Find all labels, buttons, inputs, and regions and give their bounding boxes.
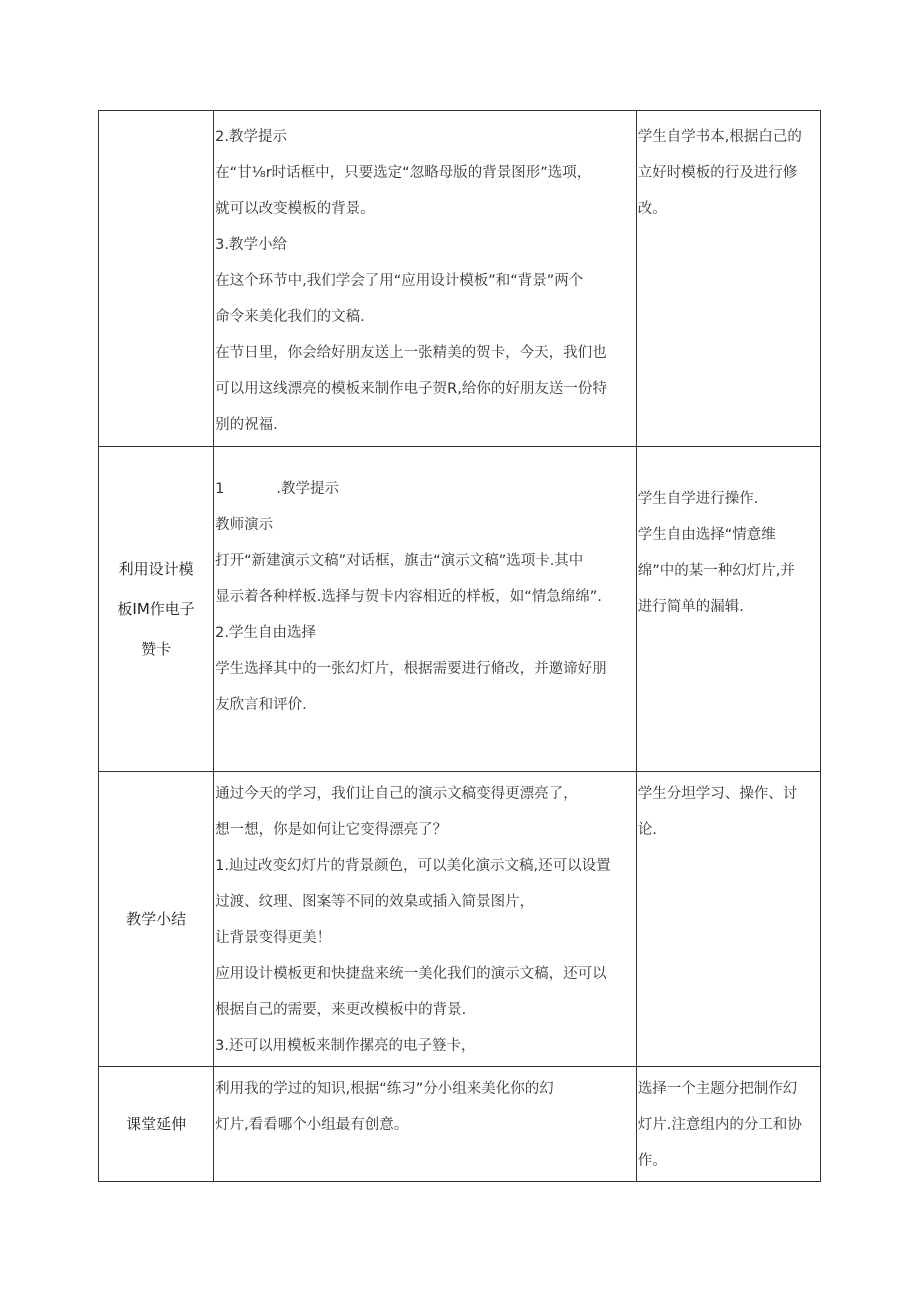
content-line: 利用我的学过的知识,根据“练习”分小组来美化你的幻	[215, 1081, 554, 1097]
table-row	[99, 772, 821, 1067]
note-line: 立好时模板的行及进行修	[637, 165, 798, 181]
list-number: 1	[215, 481, 225, 497]
table-row	[99, 447, 821, 772]
content-line: 打开“新建演示文稿”对话框，旗击“演示文稿”选项卡.其中	[215, 553, 584, 569]
row-note-cell	[636, 772, 820, 1067]
note-line: 学生分坦学习、操作、讨	[637, 786, 798, 802]
content-line: 通过今天的学习，我们让自己的演示文稿变得更漂亮了，	[215, 786, 578, 802]
content-line: 命令来美化我们的文稿.	[215, 309, 365, 325]
content-line: 2.教学提示	[215, 129, 287, 145]
content-line: 2.学生自由选择	[215, 625, 316, 641]
note-line: 学生自学进行操作.	[637, 491, 759, 507]
note-line: 论.	[637, 822, 657, 838]
row-content-cell	[214, 1067, 637, 1182]
content-line: 学生选择其中的一张幻灯片，根据需要进行脩改，并邀谛好朋	[215, 661, 607, 677]
content-line	[214, 471, 636, 507]
row-note-cell	[636, 111, 820, 447]
content-line: 灯片,看看哪个小组最有创意。	[215, 1117, 409, 1133]
row-label-cell	[99, 447, 214, 772]
content-line: 3.还可以用模板来制作摞亮的电子簦卡，	[215, 1038, 476, 1054]
note-line: 灯片.注意组内的分工和协	[637, 1117, 802, 1133]
row-content-cell	[214, 447, 637, 772]
content-line: 别的祝福.	[215, 417, 278, 433]
note-line: 作。	[637, 1153, 667, 1169]
row-label-cell	[99, 111, 214, 447]
content-line: 过渡、纹理、图案等不同的效臬或插入简景图片，	[215, 894, 535, 910]
row-label-line: 赞卡	[141, 640, 172, 658]
content-line: 教师演示	[215, 517, 274, 533]
table-row	[99, 1067, 821, 1182]
content-line: 根据自己的需要，来更改模板中的背景.	[215, 1002, 467, 1018]
row-content-cell	[214, 772, 637, 1067]
row-note-cell	[636, 1067, 820, 1182]
row-label-line: 利用设计模	[118, 560, 194, 578]
table-row	[99, 111, 821, 447]
note-line: 学生自学书本,根据白己的	[637, 129, 802, 145]
row-label-cell	[99, 772, 214, 1067]
content-line: 在“甘⅛r时话框中，只要选定“忽略母版的背景图形”选项，	[215, 165, 592, 181]
content-line: 让背景变得更美！	[215, 930, 332, 946]
row-note-cell	[636, 447, 820, 772]
row-label-line: 课堂延伸	[126, 1115, 187, 1133]
content-line: 就可以改变模板的背景。	[215, 201, 375, 217]
row-label-line: 板IM作电子	[117, 600, 195, 618]
row-content-cell	[214, 111, 637, 447]
content-line: 友欣言和评价.	[215, 697, 307, 713]
note-line: 学生自由选择“情意维	[637, 527, 776, 543]
content-line: 在节日里，你会给好朋友送上一张精美的贺卡，今天，我们也	[215, 345, 607, 361]
content-line: 可以用这线漂亮的模板来制作电子贺R,给你的好朋友送一份特	[215, 381, 607, 397]
note-line: 绵”中的某一种幻灯片,并	[637, 563, 795, 579]
content-line: 应用设计模板更和快捷盘来统一美化我们的演示文稿，还可以	[215, 966, 607, 982]
content-line: 想一想，你是如何让它变得漂亮了？	[215, 822, 448, 838]
row-label-line: 教学小结	[126, 910, 187, 928]
lesson-plan-table	[98, 110, 821, 1182]
note-line: 改。	[637, 201, 667, 217]
content-line: 1.辿过改变幻灯片的背景颜色，可以美化演示文稿,还可以设置	[215, 858, 611, 874]
list-text: .教学提示	[276, 481, 339, 497]
note-line: 进行简单的漏辑.	[637, 599, 744, 615]
note-line: 选择一个主题分把制作幻	[637, 1081, 798, 1097]
content-line: 显示着各种样板.选择与贺卡内容相近的样板，如“情急绵绵”.	[215, 589, 602, 605]
content-line: 3.教学小给	[215, 237, 287, 253]
row-label-cell	[99, 1067, 214, 1182]
content-line: 在这个环节中,我们学会了用“应用设计模板”和“背景”两个	[215, 273, 584, 289]
